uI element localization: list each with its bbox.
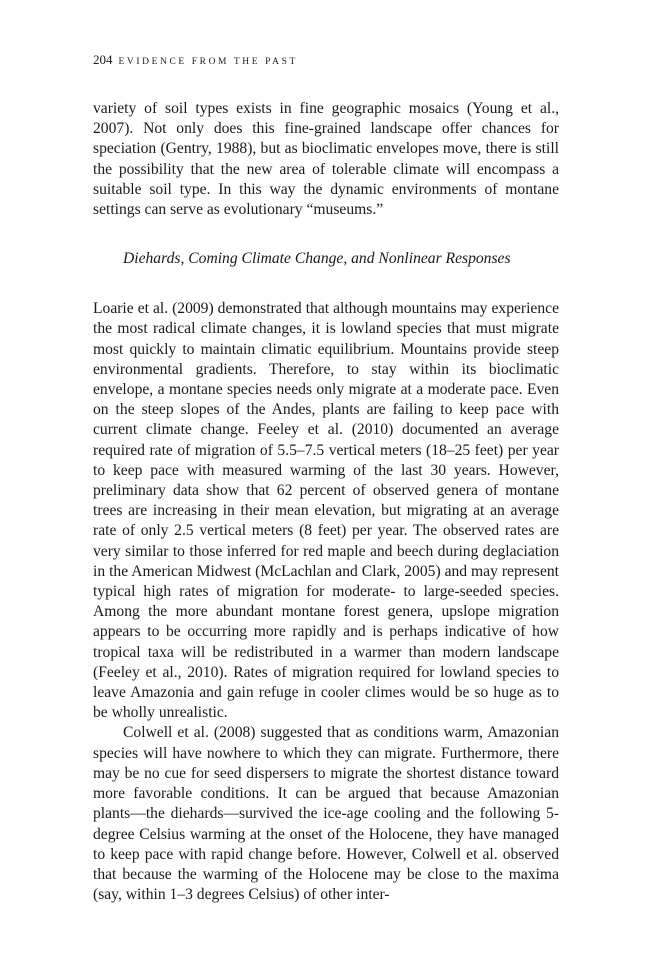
book-page xyxy=(93,52,559,905)
running-head-title: EVIDENCE FROM THE PAST xyxy=(118,57,298,67)
running-head xyxy=(93,52,559,68)
paragraph-colwell: Colwell et al. (2008) suggested that as conditions warm, Amazonian species will have nowhere to which they can migrate. Furthermore, there may be no cue for seed dispersers to migrate the shortest distance toward more favorable conditions. It can be argued that because Amazonian plants—the diehards—survived the ice-age cooling and the following 5-degree Celsius warming at the onset of the Holocene, they have managed to keep pace with rapid change before. However, Colwell et al. observed that because the warming of the Holocene may be close to the maxima (say, within 1–3 degrees Celsius) of other inter- xyxy=(93,724,559,904)
paragraph-loarie: Loarie et al. (2009) demonstrated that although mountains may experience the most radical climate changes, it is lowland species that must migrate most quickly to maintain climatic equilibrium. Mountains provide steep environmental gradients. Therefore, to stay within its bioclimatic envelope, a montane species needs only migrate at a moderate pace. Even on the steep slopes of the Andes, plants are failing to keep pace with current climate change. Feeley et al. (2010) documented an average required rate of migration of 5.5–7.5 vertical meters (18–25 feet) per year to keep pace with measured warming of the last 30 years. However, preliminary data show that 62 percent of observed genera of montane trees are increasing in their mean elevation, but migrating at an average rate of only 2.5 vertical meters (8 feet) per year. The observed rates are very similar to those inferred for red maple and beech during deglaciation in the American Midwest (McLachlan and Clark, 2005) and may represent typical high rates of migration for moderate- to large-seeded species. Among the more abundant montane forest genera, upslope migration appears to be occurring more rapidly and is perhaps indicative of how tropical taxa will be redistributed in a warmer than modern landscape (Feeley et al., 2010). Rates of migration required for lowland species to leave Amazonia and gain refuge in cooler climes would be so huge as to be wholly unrealistic. xyxy=(93,300,559,722)
page-number: 204 xyxy=(93,52,113,67)
section-heading: Diehards, Coming Climate Change, and Nonlinear Responses xyxy=(123,250,511,268)
paragraph-continuation: variety of soil types exists in fine geographic mosaics (Young et al., 2007). Not only does this fine-grained landscape offer chances for speciation (Gentry, 1988), but as bioclimatic envelopes move, there is still the possibility that the new area of tolerable climate will encompass a suitable soil type. In this way the dynamic environments of montane settings can serve as evolutionary “museums.” xyxy=(93,100,559,219)
